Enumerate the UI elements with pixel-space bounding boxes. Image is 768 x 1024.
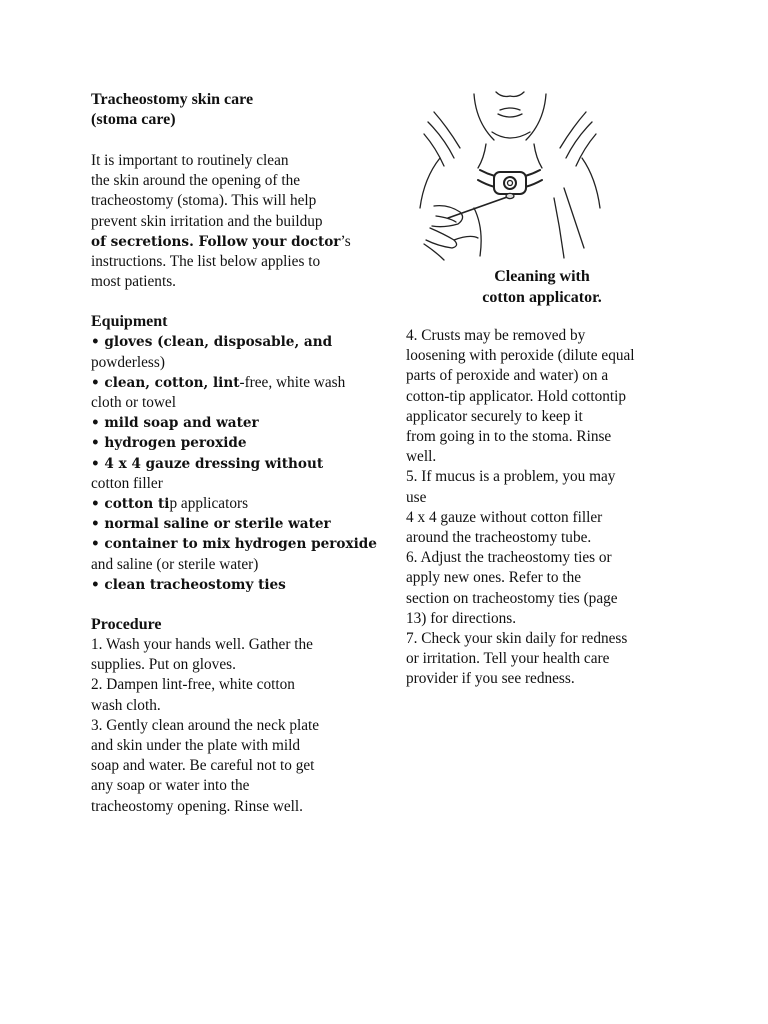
procedure-line: 6. Adjust the tracheostomy ties or [406, 549, 612, 567]
equipment-item [91, 534, 377, 554]
procedure-line: 13) for directions. [406, 609, 517, 627]
equipment-item-bold: • cotton ti [91, 496, 170, 513]
procedure-line: and skin under the plate with mild [91, 737, 301, 755]
equipment-item-text: cotton filler [91, 474, 163, 492]
intro-line: instructions. The list below applies to [91, 253, 321, 271]
intro-paragraph [91, 151, 371, 292]
equipment-item-text: cloth or towel [91, 394, 176, 412]
page-title [91, 90, 371, 130]
equipment-heading: Equipment [91, 313, 168, 331]
right-column-steps [406, 326, 706, 690]
equipment-item [91, 332, 371, 352]
procedure-line: cotton-tip applicator. Hold cottontip [406, 387, 627, 405]
intro-line [91, 232, 371, 252]
procedure-line: from going in to the stoma. Rinse [406, 428, 612, 446]
equipment-item [91, 433, 371, 453]
procedure-line: 4. Crusts may be removed by [406, 327, 586, 344]
procedure-line: 2. Dampen lint-free, white cotton [91, 676, 295, 694]
equipment-item-bold: • mild soap and water [91, 415, 259, 432]
intro-line: most patients. [91, 273, 176, 291]
equipment-item [91, 514, 371, 534]
equipment-item [91, 454, 371, 474]
caption-line-1: Cleaning with [494, 268, 590, 285]
intro-line: It is important to routinely clean [91, 152, 289, 169]
intro-rest-span: ’s [340, 232, 351, 250]
equipment-item-bold: • hydrogen peroxide [91, 435, 247, 452]
equipment-item-bold: • normal saline or sterile water [91, 516, 331, 533]
equipment-item-text: -free, white wash [239, 373, 346, 391]
equipment-item-bold: • clean, cotton, lint [91, 374, 240, 391]
procedure-line: 7. Check your skin daily for redness [406, 630, 628, 648]
intro-line: tracheostomy (stoma). This will help [91, 192, 317, 210]
intro-line: the skin around the opening of the [91, 172, 301, 190]
figure-caption [440, 266, 644, 308]
procedure-line: use [406, 488, 427, 506]
procedure-line: 4 x 4 gauze without cotton filler [406, 508, 603, 526]
equipment-item [91, 413, 371, 433]
procedure-line: parts of peroxide and water) on a [406, 367, 609, 385]
procedure-line: well. [406, 448, 437, 466]
equipment-item [91, 555, 371, 575]
equipment-item-bold: • clean tracheostomy ties [91, 576, 286, 593]
equipment-item [91, 373, 371, 393]
equipment-item-bold: • gloves (clean, disposable, and [91, 334, 333, 351]
procedure-line: 3. Gently clean around the neck plate [91, 716, 320, 734]
procedure-line: around the tracheostomy tube. [406, 529, 592, 547]
equipment-item [91, 474, 371, 494]
equipment-section [91, 312, 377, 595]
title-line-2: (stoma care) [91, 111, 176, 128]
procedure-line: any soap or water into the [91, 777, 250, 795]
equipment-item [91, 393, 371, 413]
procedure-line: wash cloth. [91, 696, 161, 714]
procedure-line: soap and water. Be careful not to get [91, 757, 315, 775]
procedure-line: 5. If mucus is a problem, you may [406, 468, 616, 486]
equipment-item-bold: • container to mix hydrogen peroxide [91, 536, 377, 553]
equipment-list [91, 332, 377, 595]
procedure-line: apply new ones. Refer to the [406, 569, 582, 587]
equipment-item-text: p applicators [169, 495, 249, 513]
caption-line-2: cotton applicator. [482, 289, 602, 306]
equipment-item-text: and saline (or sterile water) [91, 555, 259, 573]
procedure-line: 1. Wash your hands well. Gather the [91, 636, 313, 654]
left-column [91, 90, 377, 817]
procedure-line: section on tracheostomy ties (page [406, 589, 618, 607]
equipment-item-text: powderless) [91, 353, 165, 371]
equipment-item [91, 494, 371, 514]
intro-line: prevent skin irritation and the buildup [91, 212, 323, 230]
stoma-cleaning-illustration [414, 88, 606, 264]
procedure-list [91, 635, 371, 817]
title-line-1: Tracheostomy skin care [91, 91, 254, 108]
procedure-line: supplies. Put on gloves. [91, 656, 236, 674]
procedure-line: provider if you see redness. [406, 670, 575, 688]
procedure-line: loosening with peroxide (dilute equal [406, 347, 635, 365]
procedure-section [91, 615, 371, 817]
procedure-line: or irritation. Tell your health care [406, 650, 610, 668]
equipment-item-bold: • 4 x 4 gauze dressing without [91, 455, 324, 472]
intro-bold-span: of secretions. Follow your doctor [91, 233, 341, 250]
procedure-heading: Procedure [91, 616, 162, 634]
procedure-line: tracheostomy opening. Rinse well. [91, 797, 303, 815]
procedure-line: applicator securely to keep it [406, 407, 583, 425]
equipment-item [91, 575, 371, 595]
equipment-item [91, 353, 371, 373]
